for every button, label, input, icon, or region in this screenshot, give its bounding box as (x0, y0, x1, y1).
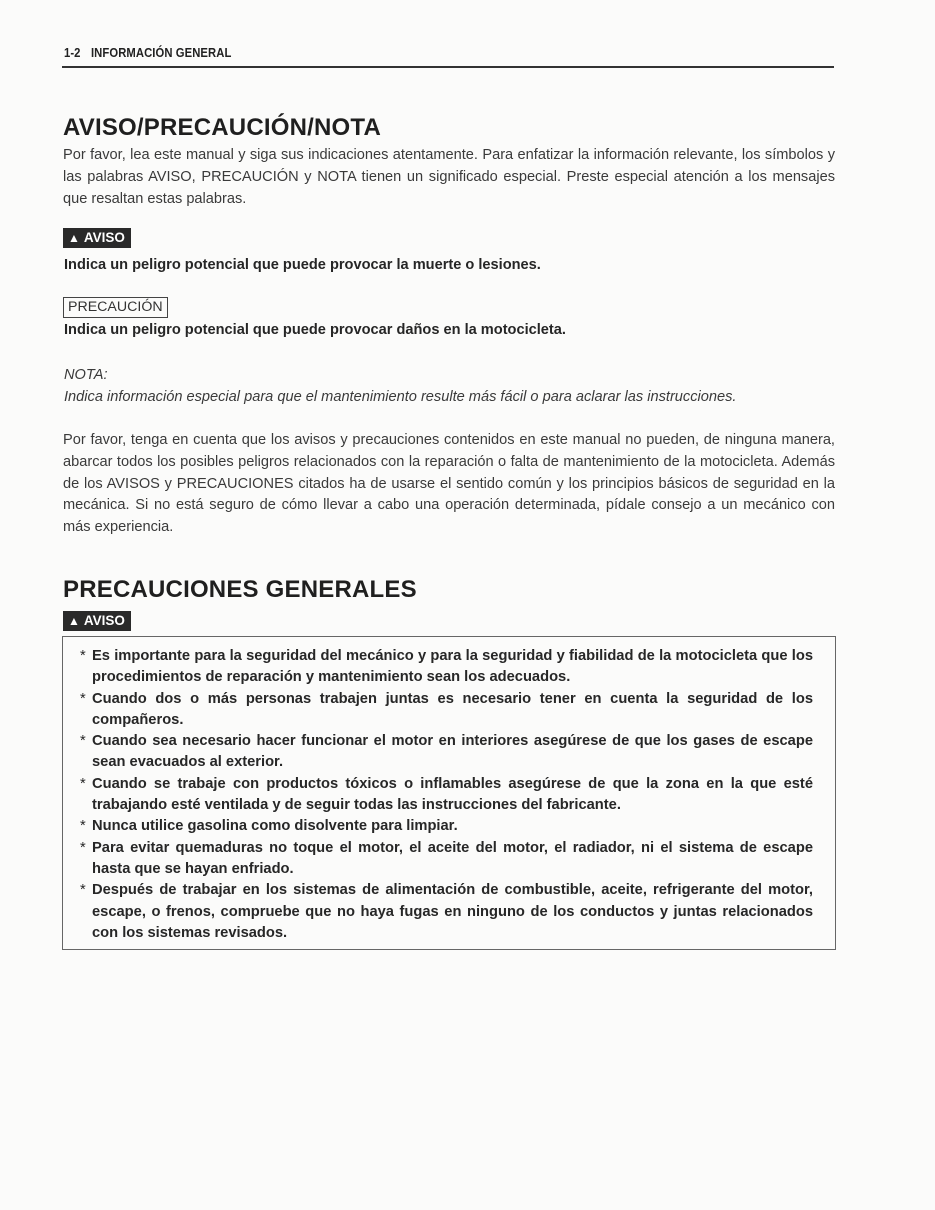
bullet-asterisk: * (80, 839, 86, 856)
bullet-asterisk: * (80, 775, 86, 792)
bullet-asterisk: * (80, 882, 86, 899)
list-item: * Para evitar quemaduras no toque el motor, el aceite del motor, el radiador, ni el sistema de escape hasta que se hayan enfriado. (80, 839, 813, 877)
nota-description: Indica información especial para que el mantenimiento resulte más fácil o para aclarar las instrucciones. (64, 389, 737, 405)
aviso-badge (63, 228, 131, 248)
warning-triangle-icon: ▲ (68, 231, 80, 245)
section-name: INFORMACIÓN GENERAL (90, 46, 232, 60)
list-item: * Cuando se trabaje con productos tóxicos o inflamables asegúrese de que la zona en la que esté trabajando esté ventilada y de seguir todas las instrucciones del fabricante. (80, 775, 813, 814)
aviso-description: Indica un peligro potencial que puede provocar la muerte o lesiones. (64, 257, 541, 273)
list-item: * Cuando dos o más personas trabajen juntas es necesario tener en cuenta la seguridad de los compañeros. (80, 690, 813, 728)
section-title-precauciones-generales: PRECAUCIONES GENERALES (63, 576, 417, 603)
bullet-asterisk: * (80, 690, 86, 707)
list-item: * Es importante para la seguridad del mecánico y para la seguridad y fiabilidad de la motocicleta que los procedimientos de reparación y mantenimiento sean los adecuados. (80, 648, 813, 686)
section-title-aviso-precaucion-nota: AVISO/PRECAUCIÓN/NOTA (63, 114, 381, 141)
nota-label: NOTA: (64, 367, 108, 383)
bullet-asterisk: * (80, 818, 86, 835)
header-rule (62, 66, 834, 68)
aviso-badge-label: AVISO (83, 613, 125, 628)
running-header (64, 46, 757, 60)
aviso-badge-general (63, 611, 131, 631)
intro-paragraph: Por favor, lea este manual y siga sus indicaciones atentamente. Para enfatizar la información relevante, los símbolos y las palabras AVISO, PRECAUCIÓN y NOTA tienen un significado especial. Preste especial atención a los mensajes que resaltan estas palabras. (63, 147, 835, 207)
list-item: * Nunca utilice gasolina como disolvente para limpiar. (80, 816, 813, 837)
general-warning-list (80, 646, 813, 944)
warning-triangle-icon: ▲ (68, 614, 80, 628)
closing-paragraph: Por favor, tenga en cuenta que los avisos y precauciones contenidos en este manual no pueden, de ninguna manera, abarcar todos los posibles peligros relacionados con la reparación o falta de mantenimiento de la motocicleta. Además de los AVISOS y PRECAUCIONES citados ha de usarse el sentido común y los principios básicos de seguridad en la mecánica. Si no está seguro de cómo llevar a cabo una operación determinada, pídale consejo a un mecánico con más experiencia. (63, 432, 835, 536)
bullet-asterisk: * (80, 733, 86, 750)
precaucion-label: PRECAUCIÓN (63, 297, 168, 318)
page-number: 1-2 (64, 46, 81, 60)
list-item: * Cuando sea necesario hacer funcionar el motor en interiores asegúrese de que los gases de escape sean evacuados al exterior. (80, 733, 813, 771)
precaucion-description: Indica un peligro potencial que puede provocar daños en la motocicleta. (64, 322, 566, 338)
aviso-badge-label: AVISO (83, 230, 125, 245)
bullet-asterisk: * (80, 648, 86, 664)
list-item: * Después de trabajar en los sistemas de alimentación de combustible, aceite, refrigerante del motor, escape, o frenos, compruebe que no haya fugas en ninguno de los conductos y juntas relacionados con los sistemas revisados. (80, 882, 813, 941)
